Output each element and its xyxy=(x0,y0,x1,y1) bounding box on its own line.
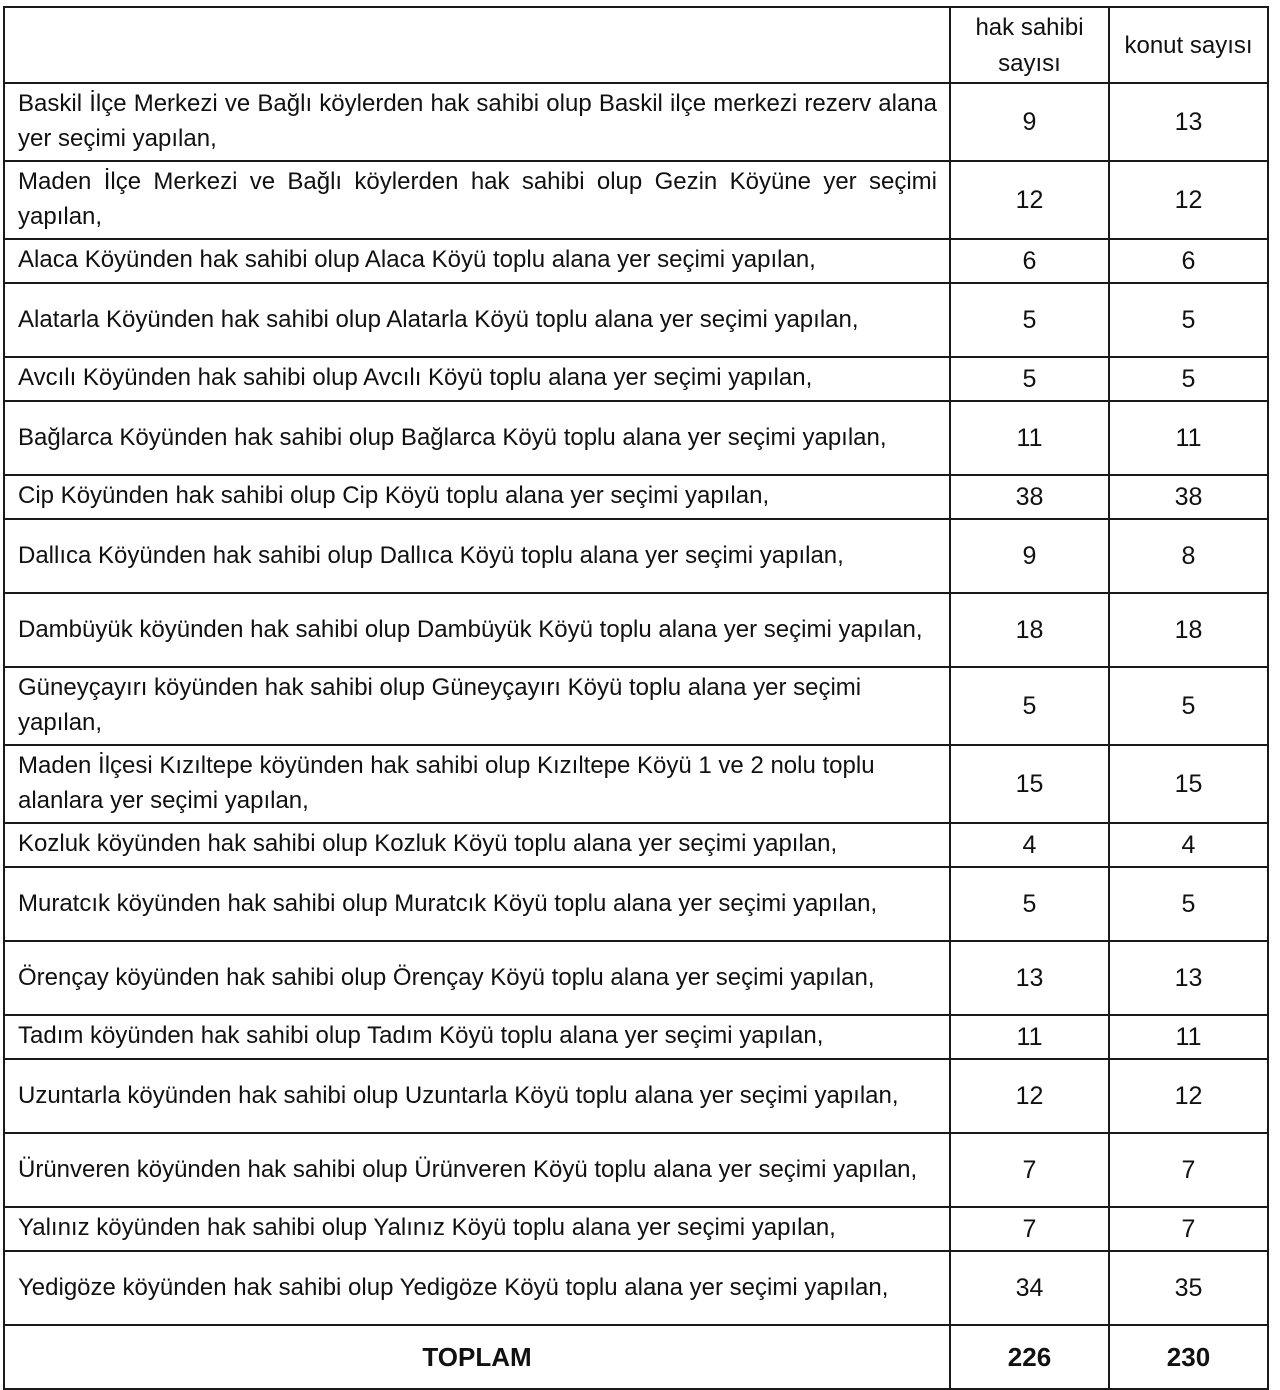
row-hak-count: 13 xyxy=(950,941,1109,1015)
row-konut-count: 7 xyxy=(1109,1207,1268,1251)
row-konut-count: 5 xyxy=(1109,867,1268,941)
header-empty-cell xyxy=(4,7,950,83)
table-row xyxy=(4,83,1268,161)
row-hak-count: 12 xyxy=(950,161,1109,239)
row-description: Baskil İlçe Merkezi ve Bağlı köylerden hak sahibi olup Baskil ilçe merkezi rezerv alana yer seçimi yapılan, xyxy=(4,83,950,161)
row-hak-count: 7 xyxy=(950,1133,1109,1207)
row-hak-count: 9 xyxy=(950,83,1109,161)
row-konut-count: 35 xyxy=(1109,1251,1268,1325)
row-description: Cip Köyünden hak sahibi olup Cip Köyü toplu alana yer seçimi yapılan, xyxy=(4,475,950,519)
row-description: Yalınız köyünden hak sahibi olup Yalınız Köyü toplu alana yer seçimi yapılan, xyxy=(4,1207,950,1251)
table-row xyxy=(4,401,1268,475)
row-description: Muratcık köyünden hak sahibi olup Muratcık Köyü toplu alana yer seçimi yapılan, xyxy=(4,867,950,941)
row-hak-count: 11 xyxy=(950,1015,1109,1059)
row-description: Tadım köyünden hak sahibi olup Tadım Köyü toplu alana yer seçimi yapılan, xyxy=(4,1015,950,1059)
row-description: Alaca Köyünden hak sahibi olup Alaca Köyü toplu alana yer seçimi yapılan, xyxy=(4,239,950,283)
row-hak-count: 12 xyxy=(950,1059,1109,1133)
row-konut-count: 13 xyxy=(1109,941,1268,1015)
row-description: Kozluk köyünden hak sahibi olup Kozluk Köyü toplu alana yer seçimi yapılan, xyxy=(4,823,950,867)
row-konut-count: 38 xyxy=(1109,475,1268,519)
row-description: Ürünveren köyünden hak sahibi olup Ürünveren Köyü toplu alana yer seçimi yapılan, xyxy=(4,1133,950,1207)
table-row xyxy=(4,283,1268,357)
table-row xyxy=(4,745,1268,823)
table-row xyxy=(4,519,1268,593)
row-description: Alatarla Köyünden hak sahibi olup Alatarla Köyü toplu alana yer seçimi yapılan, xyxy=(4,283,950,357)
row-description: Yedigöze köyünden hak sahibi olup Yedigöze Köyü toplu alana yer seçimi yapılan, xyxy=(4,1251,950,1325)
table-row xyxy=(4,475,1268,519)
row-konut-count: 13 xyxy=(1109,83,1268,161)
total-row xyxy=(4,1325,1268,1389)
row-description: Bağlarca Köyünden hak sahibi olup Bağlarca Köyü toplu alana yer seçimi yapılan, xyxy=(4,401,950,475)
row-description: Dallıca Köyünden hak sahibi olup Dallıca Köyü toplu alana yer seçimi yapılan, xyxy=(4,519,950,593)
total-label: TOPLAM xyxy=(4,1325,950,1389)
row-konut-count: 11 xyxy=(1109,1015,1268,1059)
row-hak-count: 18 xyxy=(950,593,1109,667)
row-hak-count: 11 xyxy=(950,401,1109,475)
row-description: Dambüyük köyünden hak sahibi olup Dambüyük Köyü toplu alana yer seçimi yapılan, xyxy=(4,593,950,667)
row-description: Maden İlçe Merkezi ve Bağlı köylerden hak sahibi olup Gezin Köyüne yer seçimi yapılan, xyxy=(4,161,950,239)
row-hak-count: 6 xyxy=(950,239,1109,283)
total-konut-count: 230 xyxy=(1109,1325,1268,1389)
table-row xyxy=(4,239,1268,283)
row-konut-count: 5 xyxy=(1109,283,1268,357)
table-row xyxy=(4,1059,1268,1133)
row-konut-count: 12 xyxy=(1109,1059,1268,1133)
row-konut-count: 4 xyxy=(1109,823,1268,867)
row-konut-count: 18 xyxy=(1109,593,1268,667)
row-hak-count: 4 xyxy=(950,823,1109,867)
table-row xyxy=(4,593,1268,667)
row-konut-count: 12 xyxy=(1109,161,1268,239)
row-konut-count: 6 xyxy=(1109,239,1268,283)
row-hak-count: 5 xyxy=(950,867,1109,941)
row-hak-count: 34 xyxy=(950,1251,1109,1325)
table-row xyxy=(4,823,1268,867)
row-description: Güneyçayırı köyünden hak sahibi olup Güneyçayırı Köyü toplu alana yer seçimi yapılan, xyxy=(4,667,950,745)
row-konut-count: 8 xyxy=(1109,519,1268,593)
row-description: Maden İlçesi Kızıltepe köyünden hak sahibi olup Kızıltepe Köyü 1 ve 2 nolu toplu alanlara yer seçimi yapılan, xyxy=(4,745,950,823)
row-hak-count: 9 xyxy=(950,519,1109,593)
header-row xyxy=(4,7,1268,83)
row-hak-count: 15 xyxy=(950,745,1109,823)
row-description: Uzuntarla köyünden hak sahibi olup Uzuntarla Köyü toplu alana yer seçimi yapılan, xyxy=(4,1059,950,1133)
table-row xyxy=(4,867,1268,941)
table-row xyxy=(4,357,1268,401)
housing-table xyxy=(3,6,1269,1390)
table-row xyxy=(4,1133,1268,1207)
table-row xyxy=(4,161,1268,239)
table-row xyxy=(4,1251,1268,1325)
table-row xyxy=(4,1015,1268,1059)
row-hak-count: 5 xyxy=(950,667,1109,745)
total-hak-count: 226 xyxy=(950,1325,1109,1389)
row-konut-count: 5 xyxy=(1109,357,1268,401)
header-konut: konut sayısı xyxy=(1109,7,1268,83)
row-konut-count: 15 xyxy=(1109,745,1268,823)
row-konut-count: 11 xyxy=(1109,401,1268,475)
table-row xyxy=(4,1207,1268,1251)
row-hak-count: 7 xyxy=(950,1207,1109,1251)
header-hak-sahibi: hak sahibi sayısı xyxy=(950,7,1109,83)
row-description: Avcılı Köyünden hak sahibi olup Avcılı Köyü toplu alana yer seçimi yapılan, xyxy=(4,357,950,401)
table-row xyxy=(4,667,1268,745)
row-hak-count: 38 xyxy=(950,475,1109,519)
row-hak-count: 5 xyxy=(950,283,1109,357)
table-row xyxy=(4,941,1268,1015)
row-konut-count: 5 xyxy=(1109,667,1268,745)
row-description: Örençay köyünden hak sahibi olup Örençay Köyü toplu alana yer seçimi yapılan, xyxy=(4,941,950,1015)
row-konut-count: 7 xyxy=(1109,1133,1268,1207)
row-hak-count: 5 xyxy=(950,357,1109,401)
